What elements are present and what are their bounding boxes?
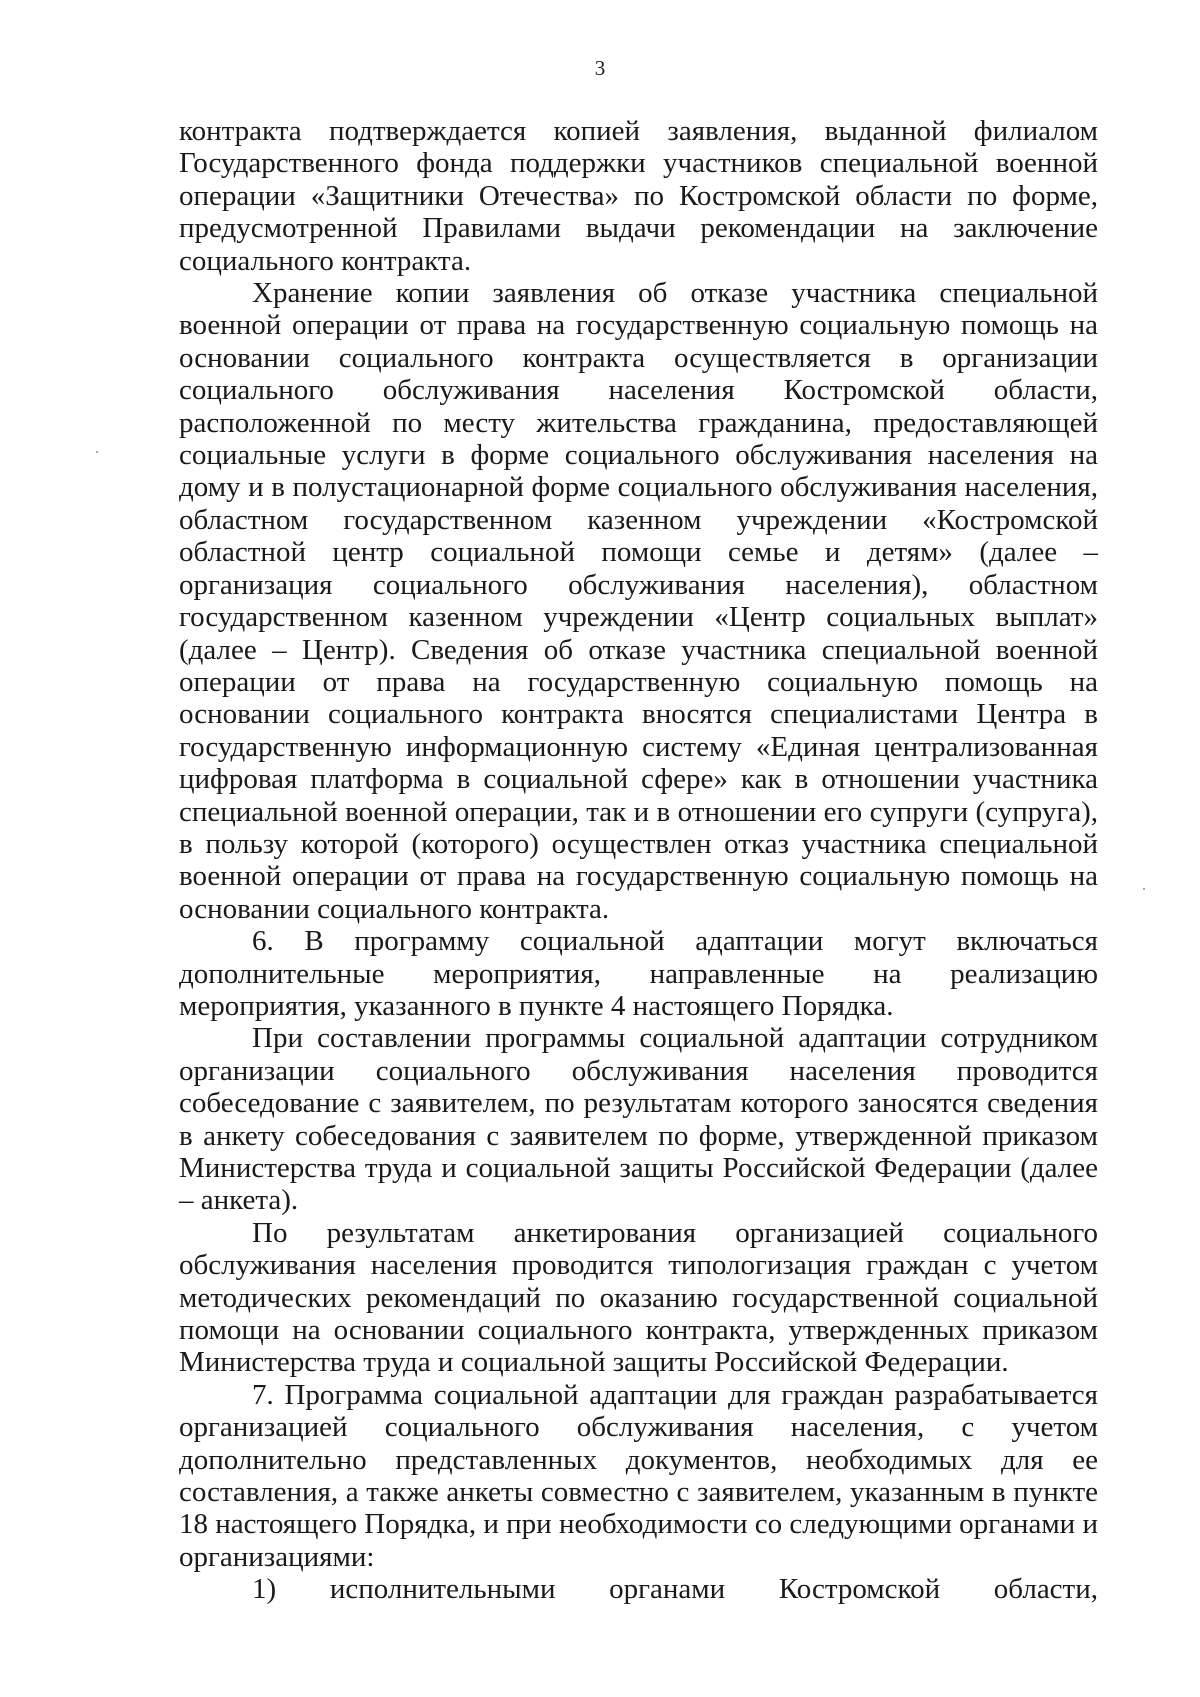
paragraph-refusal-storage: Хранение копии заявления об отказе участника специальной военной операции от права на государственную социальную помощь на основании социального контракта осуществляется в организации социального обслуживания населения Костромской области, расположенной по месту жительства гражданина, предоставляющей социальные услуги в форме социального обслуживания населения на дому и в полустационарной форме социального обслуживания населения, областном государственном казенном учреждении «Костромской областной центр социальной помощи семье и детям» (далее – организация социального обслуживания населения), областном государственном казенном учреждении «Центр социальных выплат» (далее – Центр). Сведения об отказе участника специальной военной операции от права на государственную социальную помощь на основании социального контракта вносятся специалистами Центра в государственную информационную систему «Единая централизованная цифровая платформа в социальной сфере» как в отношении участника специальной военной операции, так и в отношении его супруги (супруга), в пользу которой (которого) осуществлен отказ участника специальной военной операции от права на государственную социальную помощь на основании социального контракта. bbox=[179, 277, 1098, 925]
paragraph-item-6: 6. В программу социальной адаптации могут включаться дополнительные мероприятия, направленные на реализацию мероприятия, указанного в пункте 4 настоящего Порядка. bbox=[179, 925, 1098, 1022]
paragraph-typologization: По результатам анкетирования организацией социального обслуживания населения проводится типологизация граждан с учетом методических рекомендаций по оказанию государственной социальной помощи на основании социального контракта, утвержденных приказом Министерства труда и социальной защиты Российской Федерации. bbox=[179, 1216, 1098, 1379]
document-body bbox=[179, 115, 1098, 1606]
paragraph-interview: При составлении программы социальной адаптации сотрудником организации социального обслуживания населения проводится собеседование с заявителем, по результатам которого заносятся сведения в анкету собеседования с заявителем по форме, утвержденной приказом Министерства труда и социальной защиты Российской Федерации (далее – анкета). bbox=[179, 1022, 1098, 1217]
scan-speck bbox=[1143, 888, 1145, 890]
paragraph-contract-copy: контракта подтверждается копией заявления, выданной филиалом Государственного фонда поддержки участников специальной военной операции «Защитники Отечества» по Костромской области по форме, предусмотренной Правилами выдачи рекомендации на заключение социального контракта. bbox=[179, 115, 1098, 277]
scan-speck bbox=[96, 451, 98, 453]
paragraph-item-7: 7. Программа социальной адаптации для граждан разрабатывается организацией социального обслуживания населения, с учетом дополнительно представленных документов, необходимых для ее составления, а также анкеты совместно с заявителем, указанным в пункте 18 настоящего Порядка, и при необходимости со следующими органами и организациями: bbox=[179, 1378, 1098, 1573]
paragraph-subitem-1: 1) исполнительными органами Костромской области, bbox=[252, 1573, 1098, 1606]
page-number: 3 bbox=[594, 56, 606, 80]
